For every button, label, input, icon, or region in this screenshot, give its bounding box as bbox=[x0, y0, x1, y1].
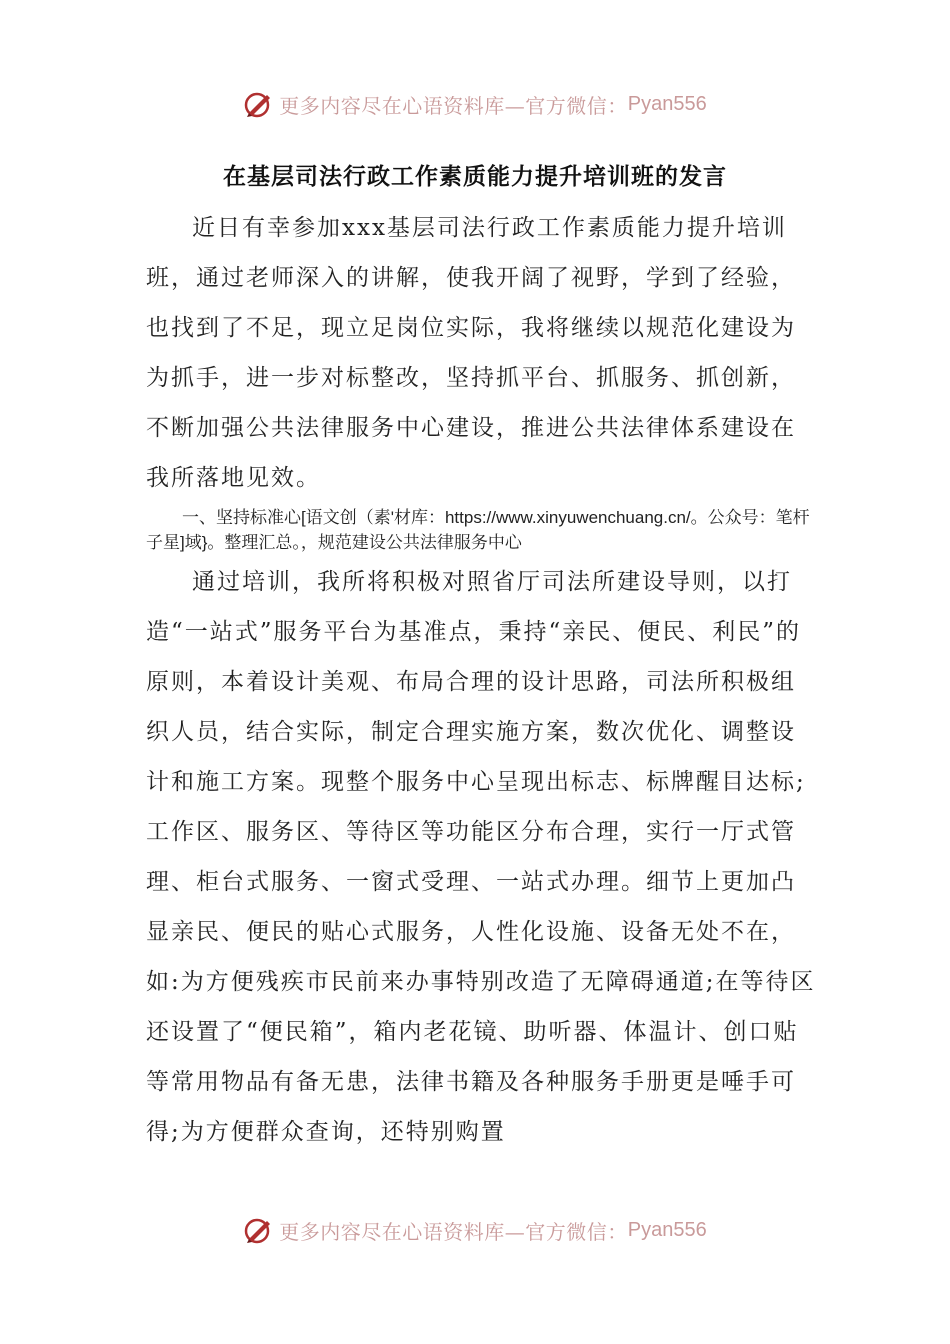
banner-wechat-id: Pyan556 bbox=[627, 1218, 707, 1241]
section-heading-text: 一、坚持标准心[语文创（素'材库：https://www.xinyuwenchuang.cn/。公众号：笔杆子星]域}。整理汇总。，规范建设公共法律服务中心 bbox=[146, 508, 810, 552]
banner-text: 更多内容尽在心语资料库—官方微信： bbox=[279, 1219, 628, 1244]
pen-logo-icon bbox=[243, 1215, 273, 1245]
header-banner bbox=[0, 84, 950, 124]
paragraph-body-text: 通过培训，我所将积极对照省厅司法所建设导则，以打造“一站式”服务平台为基准点，秉持“亲民、便民、利民”的原则，本着设计美观、布局合理的设计思路，司法所积极组织人员，结合实际，制定合理实施方案，数次优化、调整设计和施工方案。现整个服务中心呈现出标志、标牌醒目达标;工作区、服务区、等待区等功能区分布合理，实行一厅式管理、柜台式服务、一窗式受理、一站式办理。细节上更加凸显亲民、便民的贴心式服务，人性化设施、设备无处不在，如:为方便残疾市民前来办事特别改造了无障碍通道;在等待区还设置了“便民箱”，箱内老花镜、助听器、体温计、创口贴等常用物品有备无患，法律书籍及各种服务手册更是唾手可得;为方便群众查询，还特别购置 bbox=[146, 569, 816, 1145]
banner-wechat-id: Pyan556 bbox=[627, 92, 707, 115]
paragraph-body bbox=[146, 557, 816, 1157]
banner-text: 更多内容尽在心语资料库—官方微信： bbox=[279, 93, 628, 118]
paragraph-intro-text: 近日有幸参加xxx基层司法行政工作素质能力提升培训班，通过老师深入的讲解，使我开阔了视野，学到了经验，也找到了不足，现立足岗位实际，我将继续以规范化建设为为抓手，进一步对标整改，坚持抓平台、抓服务、抓创新，不断加强公共法律服务中心建设，推进公共法律体系建设在我所落地见效。 bbox=[146, 215, 796, 491]
document-title: 在基层司法行政工作素质能力提升培训班的发言 bbox=[223, 164, 727, 190]
paragraph-intro bbox=[146, 203, 816, 503]
pen-logo-icon bbox=[243, 89, 273, 119]
footer-banner bbox=[0, 1210, 950, 1250]
section-heading bbox=[146, 505, 826, 555]
